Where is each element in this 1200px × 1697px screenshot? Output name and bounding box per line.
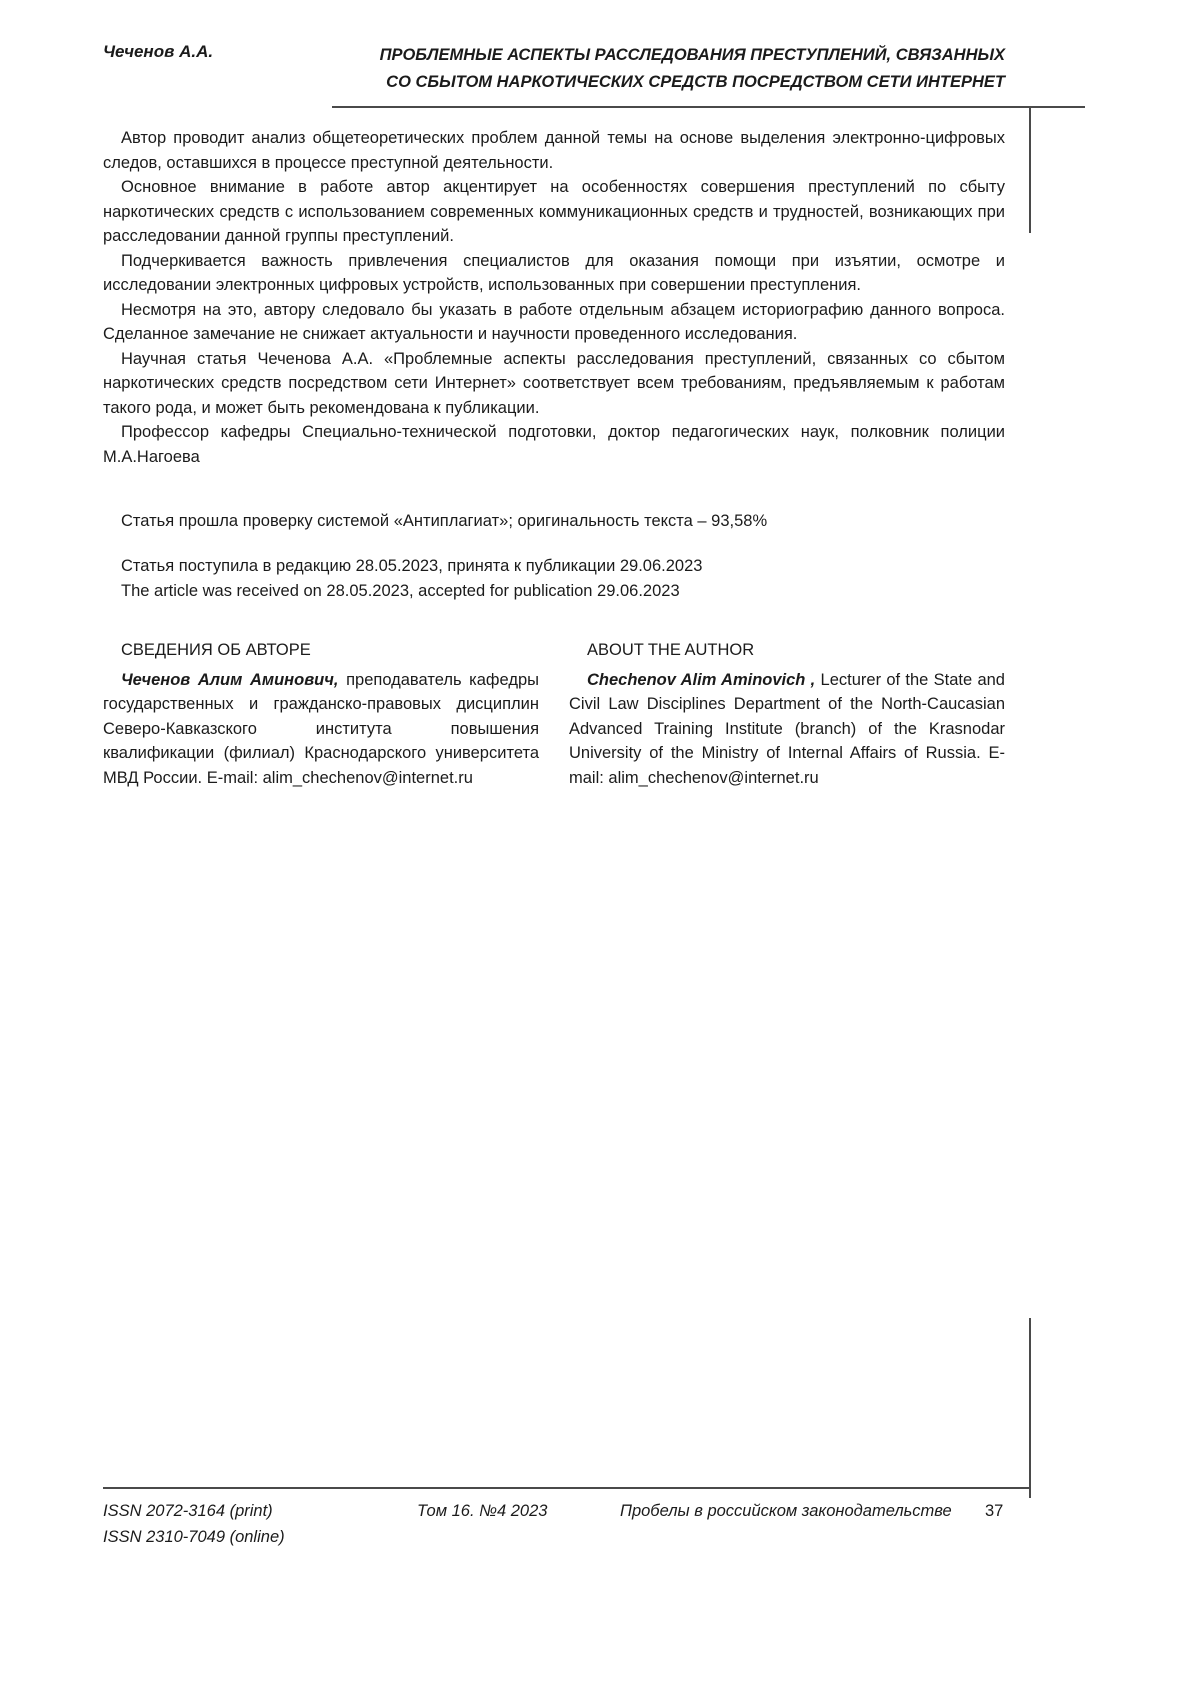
issn-block	[103, 1498, 285, 1550]
received-date-ru: Статья поступила в редакцию 28.05.2023, принята к публикации 29.06.2023	[121, 556, 703, 575]
about-heading-ru: СВЕДЕНИЯ ОБ АВТОРЕ	[121, 640, 311, 659]
page-number: 37	[985, 1502, 1004, 1520]
antiplagiat-note: Статья прошла проверку системой «Антиплагиат»; оригинальность текста – 93,58%	[121, 512, 768, 530]
about-heading-en: ABOUT THE AUTHOR	[587, 640, 755, 659]
author-details-ru: преподаватель кафедры государственных и гражданско-правовых дисциплин Северо-Кавказского института повышения квалификации (филиал) Краснодарского университета МВД России. E-mail: alim_chechenov@internet.ru	[103, 670, 539, 787]
right-margin-rule-bottom	[1029, 1318, 1031, 1498]
review-paragraph: Автор проводит анализ общетеоретических проблем данной темы на основе выделения электронно-цифровых следов, оставшихся в процессе преступной деятельности.	[103, 129, 1005, 172]
volume-issue: Том 16. №4 2023	[417, 1502, 548, 1520]
right-margin-rule-top	[1029, 106, 1031, 233]
author-info-ru	[103, 668, 539, 791]
author-name-en: Chechenov Alim Aminovich ,	[587, 670, 816, 689]
about-author-en	[569, 638, 1005, 791]
review-paragraph: Профессор кафедры Специально-технической подготовки, доктор педагогических наук, полковник полиции М.А.Нагоева	[103, 423, 1005, 466]
header-rule	[332, 106, 1085, 108]
about-author-section	[103, 638, 1005, 791]
footer-rule	[103, 1487, 1030, 1489]
author-details-en: Lecturer of the State and Civil Law Disciplines Department of the North-Caucasian Advanced Training Institute (branch) of the Krasnodar University of the Ministry of Internal Affairs of Russia. E-mail: alim_chechenov@internet.ru	[569, 670, 1005, 787]
article-title	[330, 42, 1005, 96]
article-title-line-1: ПРОБЛЕМНЫЕ АСПЕКТЫ РАССЛЕДОВАНИЯ ПРЕСТУПЛЕНИЙ, СВЯЗАННЫХ	[379, 46, 1005, 64]
review-paragraph: Научная статья Чеченова А.А. «Проблемные аспекты расследования преступлений, связанных со сбытом наркотических средств посредством сети Интернет» соответствует всем требованиям, предъявляемым к работам такого рода, и может быть рекомендована к публикации.	[103, 349, 1005, 417]
issn-online: ISSN 2310-7049 (online)	[103, 1528, 285, 1546]
review-paragraph: Несмотря на это, автору следовало бы указать в работе отдельным абзацем историографию данного вопроса. Сделанное замечание не снижает актуальности и научности проведенного исследования.	[103, 300, 1005, 343]
page-content	[103, 126, 1005, 790]
author-name-ru: Чеченов Алим Аминович,	[121, 670, 339, 689]
submission-dates	[103, 554, 1005, 604]
article-title-line-2: СО СБЫТОМ НАРКОТИЧЕСКИХ СРЕДСТВ ПОСРЕДСТВОМ СЕТИ ИНТЕРНЕТ	[386, 73, 1005, 91]
journal-title: Пробелы в российском законодательстве	[620, 1502, 952, 1520]
review-paragraph: Подчеркивается важность привлечения специалистов для оказания помощи при изъятии, осмотре и исследовании электронных цифровых устройств, использованных при совершении преступления.	[103, 251, 1005, 294]
review-text	[103, 126, 1005, 469]
received-date-en: The article was received on 28.05.2023, accepted for publication 29.06.2023	[121, 581, 680, 600]
issn-print: ISSN 2072-3164 (print)	[103, 1502, 273, 1520]
author-info-en	[569, 668, 1005, 791]
about-author-ru	[103, 638, 539, 791]
header-author: Чеченов А.А.	[103, 42, 214, 61]
review-paragraph: Основное внимание в работе автор акцентирует на особенностях совершения преступлений по сбыту наркотических средств с использованием современных коммуникационных средств и трудностей, возникающих при расследовании данной группы преступлений.	[103, 178, 1005, 245]
